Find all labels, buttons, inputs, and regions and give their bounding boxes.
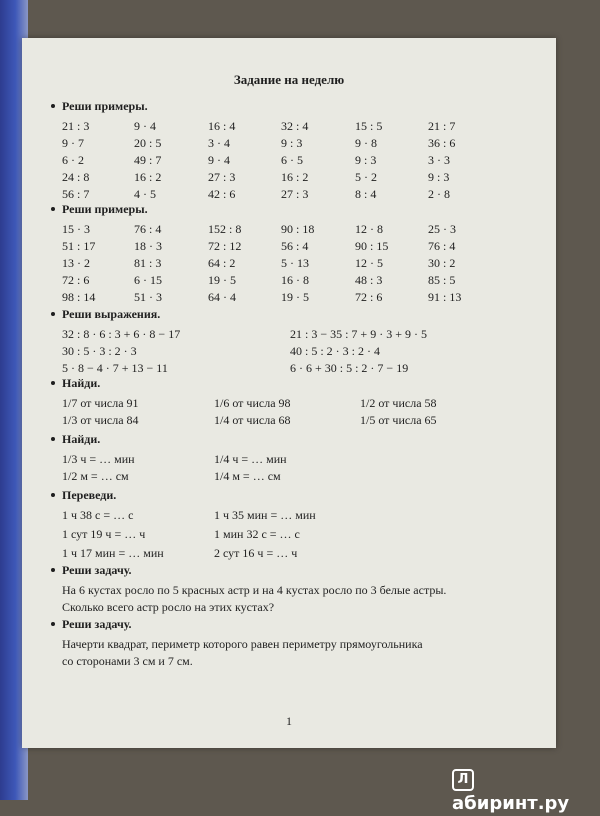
- exercise-item: 1 ч 38 с = … с: [62, 508, 134, 522]
- exercise-item: 64 : 2: [208, 256, 236, 270]
- section-heading: [62, 431, 532, 447]
- exercise-item: 9 : 3: [281, 136, 303, 150]
- exercise-item: 12 · 8: [355, 222, 383, 236]
- exercise-item: 1/4 м = … см: [214, 469, 281, 483]
- problem-text-line: Сколько всего астр росло на этих кустах?: [62, 600, 275, 614]
- exercise-item: 90 : 18: [281, 222, 315, 236]
- section-examples-1: [62, 98, 532, 203]
- exercise-item: 9 : 3: [428, 170, 450, 184]
- find-grid: [62, 395, 532, 429]
- exercise-item: 152 : 8: [208, 222, 242, 236]
- exercise-item: 5 · 8 − 4 · 7 + 13 − 11: [62, 361, 168, 375]
- exercise-item: 40 : 5 : 2 · 3 : 2 · 4: [290, 344, 380, 358]
- exercise-item: 2 · 8: [428, 187, 450, 201]
- section-examples-2: [62, 201, 532, 306]
- exercise-item: 56 : 7: [62, 187, 90, 201]
- section-heading: [62, 201, 532, 217]
- exercise-item: 76 : 4: [134, 222, 162, 236]
- exercise-item: 49 : 7: [134, 153, 162, 167]
- exercise-item: 48 : 3: [355, 273, 383, 287]
- exercise-item: 76 : 4: [428, 239, 456, 253]
- exercise-item: 1/4 от числа 68: [214, 413, 291, 427]
- exercise-item: 1 мин 32 с = … с: [214, 527, 300, 541]
- exercise-item: 42 : 6: [208, 187, 236, 201]
- bullet-icon: [51, 207, 55, 211]
- exercise-item: 6 · 6 + 30 : 5 : 2 · 7 − 19: [290, 361, 409, 375]
- section-problem-2: [62, 616, 532, 670]
- watermark-logo: [452, 768, 592, 814]
- section-heading-text: Реши примеры.: [62, 99, 148, 113]
- exercise-item: 1/3 ч = … мин: [62, 452, 135, 466]
- exercise-item: 56 : 4: [281, 239, 309, 253]
- exercise-item: 90 : 15: [355, 239, 389, 253]
- exercise-item: 1/2 от числа 58: [360, 396, 437, 410]
- section-heading: [62, 375, 532, 391]
- exercise-item: 8 : 4: [355, 187, 377, 201]
- exercise-item: 12 · 5: [355, 256, 383, 270]
- page-title: Задание на неделю: [233, 72, 345, 87]
- section-heading: [62, 306, 532, 322]
- exercise-item: 1/7 от числа 91: [62, 396, 139, 410]
- exercise-item: 6 · 15: [134, 273, 162, 287]
- exercise-item: 21 : 7: [428, 119, 456, 133]
- exercise-item: 9 : 3: [355, 153, 377, 167]
- exercise-item: 30 : 2: [428, 256, 456, 270]
- exercise-item: 20 : 5: [134, 136, 162, 150]
- section-heading-text: Реши выражения.: [62, 307, 161, 321]
- worksheet-page: [22, 38, 556, 748]
- exercise-item: 16 : 2: [134, 170, 162, 184]
- watermark-text: абиринт.ру: [452, 793, 570, 814]
- bullet-icon: [51, 568, 55, 572]
- exercise-item: 21 : 3: [62, 119, 90, 133]
- exercise-item: 51 · 3: [134, 290, 162, 304]
- exercise-item: 1/5 от числа 65: [360, 413, 437, 427]
- exercise-item: 36 : 6: [428, 136, 456, 150]
- exercise-item: 16 : 2: [281, 170, 309, 184]
- exercise-item: 9 · 7: [62, 136, 84, 150]
- exercise-item: 16 : 4: [208, 119, 236, 133]
- exercise-item: 25 · 3: [428, 222, 456, 236]
- examples-grid: [62, 221, 532, 306]
- expressions-grid: [62, 326, 532, 377]
- exercise-item: 2 сут 16 ч = … ч: [214, 546, 298, 560]
- exercise-item: 4 · 5: [134, 187, 156, 201]
- section-heading-text: Найди.: [62, 376, 101, 390]
- exercise-item: 9 · 4: [208, 153, 230, 167]
- exercise-item: 21 : 3 − 35 : 7 + 9 · 3 + 9 · 5: [290, 327, 427, 341]
- exercise-item: 13 · 2: [62, 256, 90, 270]
- exercise-item: 27 : 3: [281, 187, 309, 201]
- bullet-icon: [51, 104, 55, 108]
- exercise-item: 1 ч 35 мин = … мин: [214, 508, 316, 522]
- section-convert: [62, 487, 532, 564]
- exercise-item: 3 · 4: [208, 136, 230, 150]
- section-heading-text: Найди.: [62, 432, 101, 446]
- exercise-item: 81 : 3: [134, 256, 162, 270]
- exercise-item: 64 · 4: [208, 290, 236, 304]
- section-heading: [62, 487, 532, 503]
- exercise-item: 51 : 17: [62, 239, 96, 253]
- exercise-item: 9 · 8: [355, 136, 377, 150]
- exercise-item: 32 : 8 · 6 : 3 + 6 · 8 − 17: [62, 327, 181, 341]
- exercise-item: 72 : 12: [208, 239, 242, 253]
- exercise-item: 98 : 14: [62, 290, 96, 304]
- exercise-item: 32 : 4: [281, 119, 309, 133]
- exercise-item: 6 · 2: [62, 153, 84, 167]
- section-heading-text: Реши примеры.: [62, 202, 148, 216]
- exercise-item: 19 · 5: [281, 290, 309, 304]
- problem-text-line: На 6 кустах росло по 5 красных астр и на 4 кустах росло по 3 белые астры.: [62, 583, 447, 597]
- exercise-item: 19 · 5: [208, 273, 236, 287]
- exercise-item: 1 ч 17 мин = … мин: [62, 546, 164, 560]
- exercise-item: 1/6 от числа 98: [214, 396, 291, 410]
- section-heading: [62, 616, 532, 632]
- section-find-fractions: [62, 375, 532, 429]
- exercise-item: 15 · 3: [62, 222, 90, 236]
- exercise-item: 1 сут 19 ч = … ч: [62, 527, 146, 541]
- labirint-logo-icon: Л: [452, 769, 474, 791]
- examples-grid: [62, 118, 532, 203]
- bullet-icon: [51, 437, 55, 441]
- exercise-item: 72 : 6: [355, 290, 383, 304]
- section-heading: [62, 98, 532, 114]
- exercise-item: 5 · 13: [281, 256, 309, 270]
- exercise-item: 1/3 от числа 84: [62, 413, 139, 427]
- bullet-icon: [51, 622, 55, 626]
- problem-text-line: Начерти квадрат, периметр которого равен периметру прямоугольника: [62, 637, 423, 651]
- exercise-item: 27 : 3: [208, 170, 236, 184]
- bullet-icon: [51, 381, 55, 385]
- exercise-item: 3 · 3: [428, 153, 450, 167]
- convert-grid: [62, 507, 532, 564]
- exercise-item: 24 : 8: [62, 170, 90, 184]
- exercise-item: 1/2 м = … см: [62, 469, 129, 483]
- section-find-units: [62, 431, 532, 485]
- section-expressions: [62, 306, 532, 377]
- section-heading-text: Переведи.: [62, 488, 117, 502]
- exercise-item: 15 : 5: [355, 119, 383, 133]
- exercise-item: 91 : 13: [428, 290, 462, 304]
- bullet-icon: [51, 493, 55, 497]
- exercise-item: 9 · 4: [134, 119, 156, 133]
- exercise-item: 18 · 3: [134, 239, 162, 253]
- section-heading-text: Реши задачу.: [62, 563, 132, 577]
- section-problem-1: [62, 562, 532, 616]
- exercise-item: 30 : 5 · 3 : 2 · 3: [62, 344, 137, 358]
- find-units-grid: [62, 451, 532, 485]
- page-number: 1: [286, 714, 292, 728]
- exercise-item: 6 · 5: [281, 153, 303, 167]
- exercise-item: 5 · 2: [355, 170, 377, 184]
- section-heading-text: Реши задачу.: [62, 617, 132, 631]
- exercise-item: 1/4 ч = … мин: [214, 452, 287, 466]
- section-heading: [62, 562, 532, 578]
- bullet-icon: [51, 312, 55, 316]
- exercise-item: 16 · 8: [281, 273, 309, 287]
- exercise-item: 85 : 5: [428, 273, 456, 287]
- problem-text-line: со сторонами 3 см и 7 см.: [62, 654, 193, 668]
- exercise-item: 72 : 6: [62, 273, 90, 287]
